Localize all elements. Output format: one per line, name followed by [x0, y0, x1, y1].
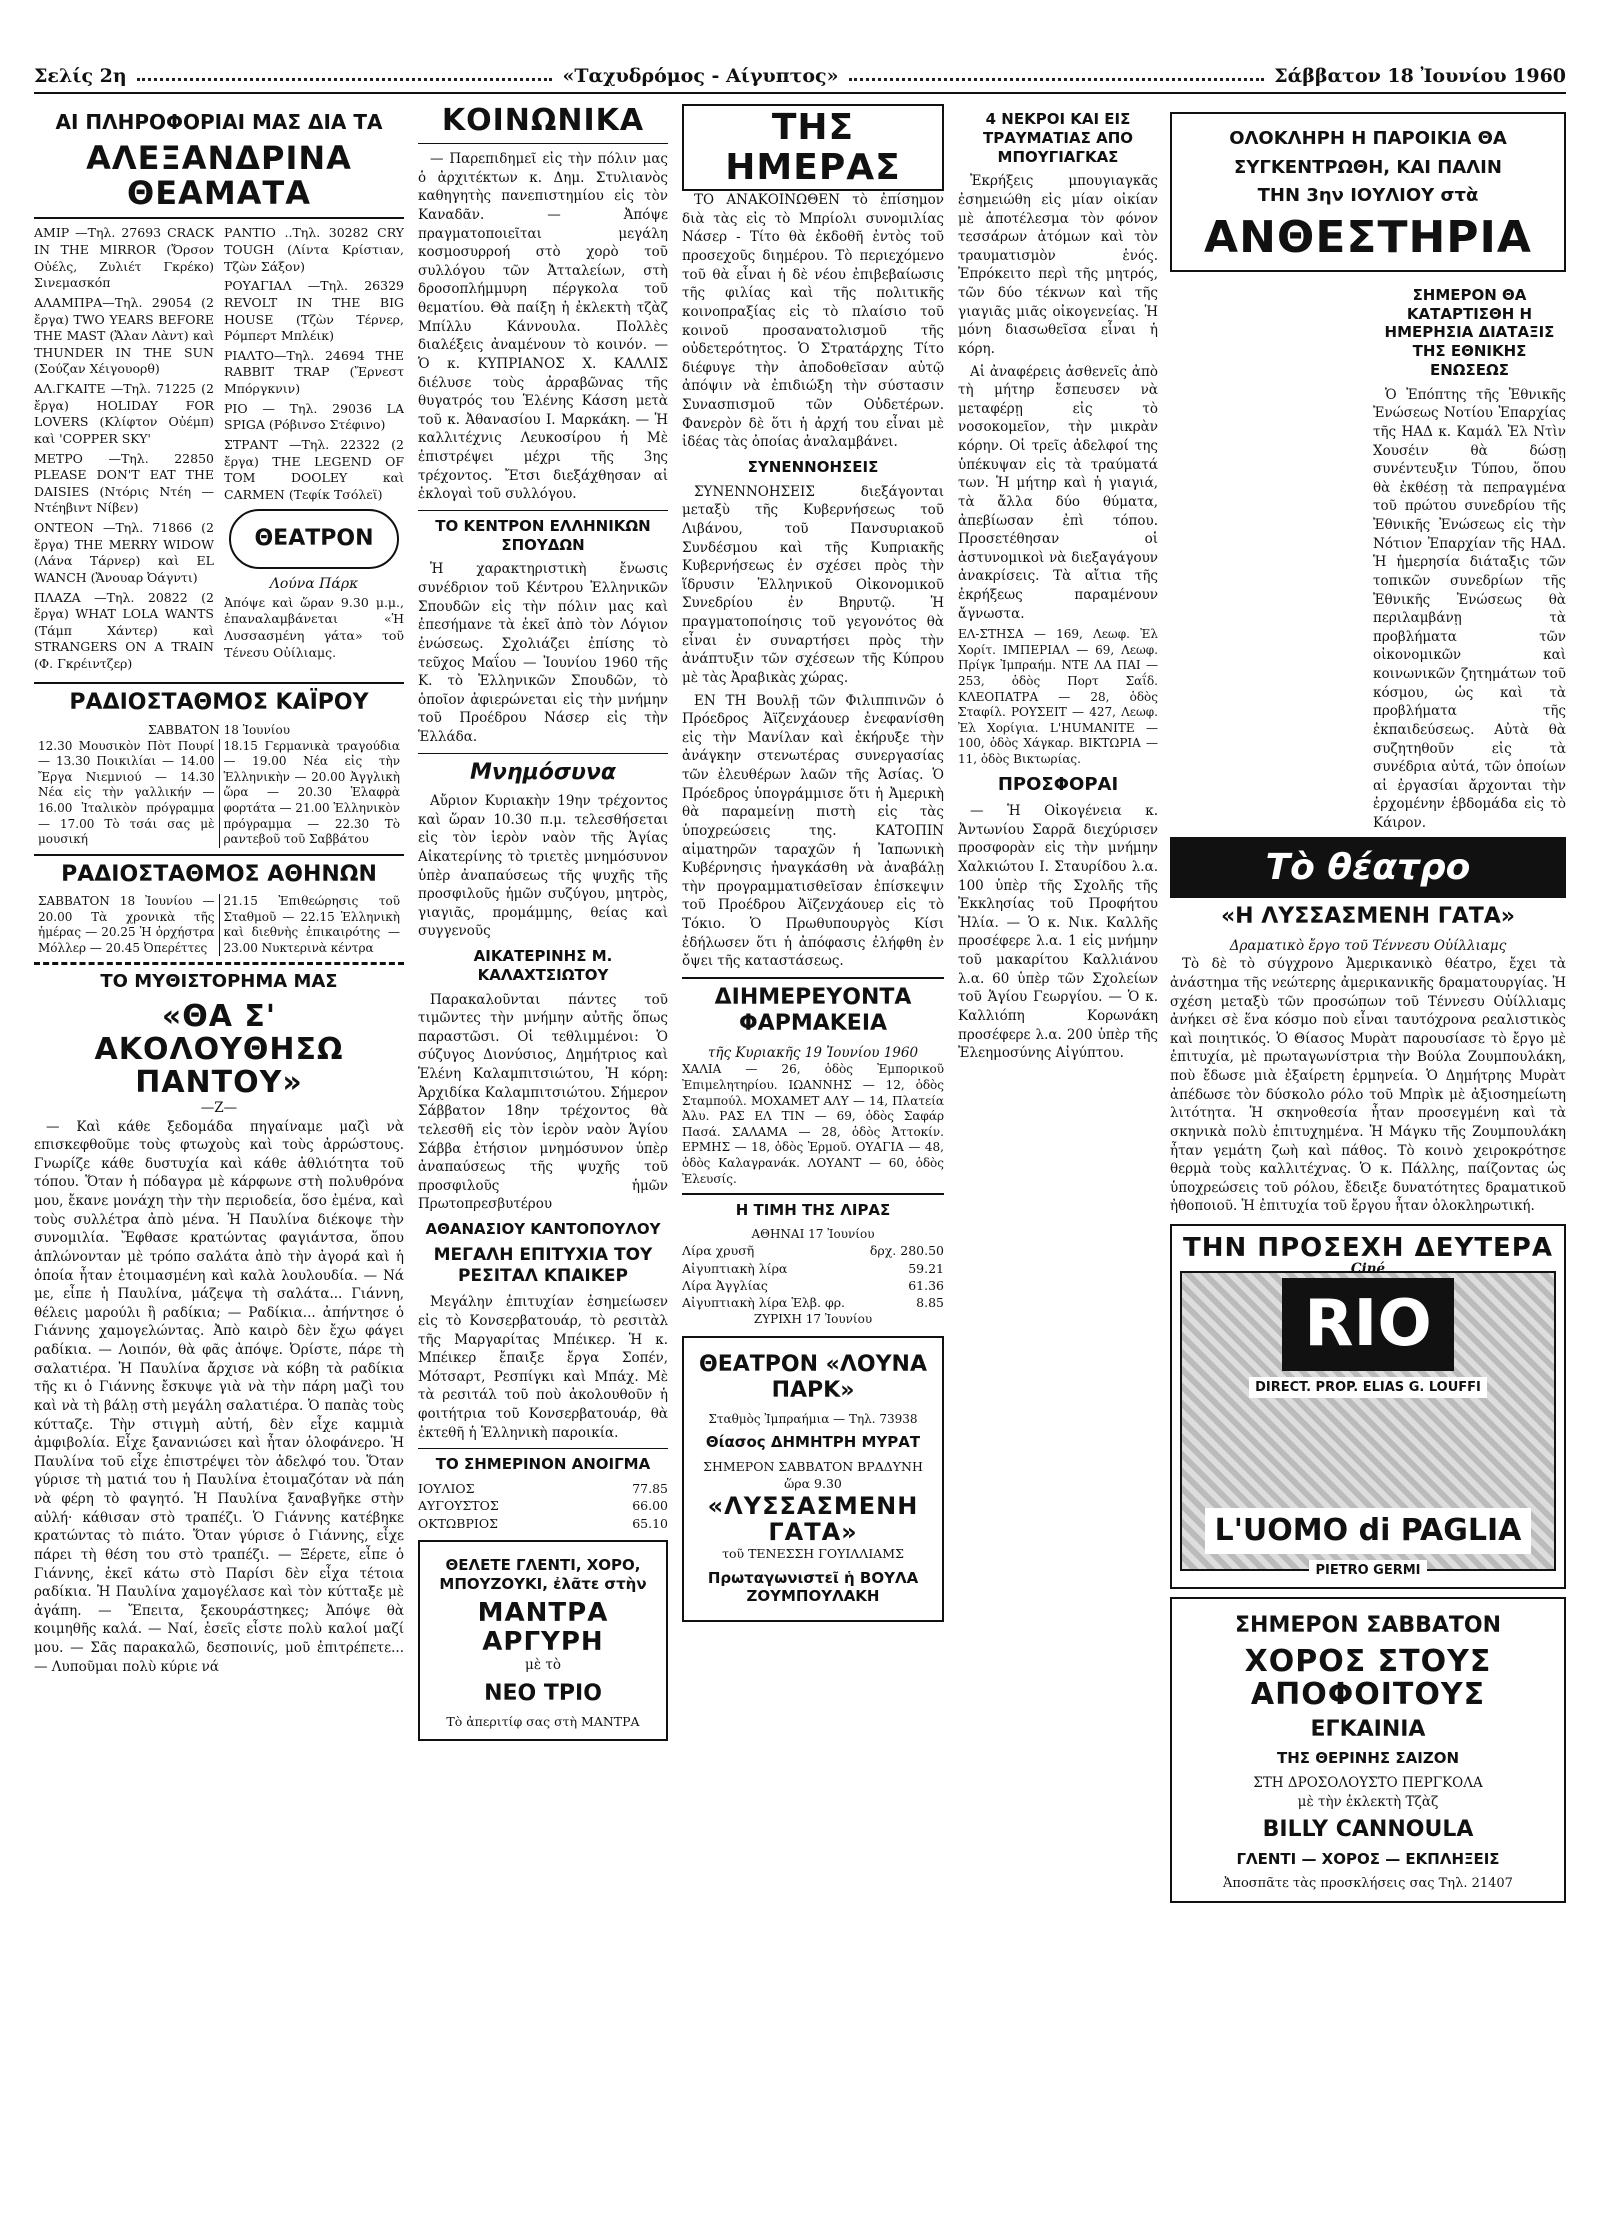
cinema-listing: ΠΛΑΖΑ —Τηλ. 20822 (2 ἔργα) WHAT LOLA WANTS (Τάμπ Χάντερ) καὶ STRANGERS ON A TRAIN (Φ. Γκρέιντζερ) [34, 589, 214, 671]
page-number: Σελίς 2η [34, 65, 127, 87]
accident-title: 4 ΝΕΚΡΟΙ ΚΑΙ ΕΙΣ ΤΡΑΥΜΑΤΙΑΣ ΑΠΟ ΜΠΟΥΓΙΑΓΚΑΣ [982, 110, 1134, 166]
recital-title: ΜΕΓΑΛΗ ΕΠΙΤΥΧΙΑ ΤΟΥ ΡΕΣΙΤΑΛ ΚΠΑΙΚΕΡ [433, 1244, 653, 1287]
exchange-table [418, 1480, 668, 1532]
exchange-row-value: 65.10 [632, 1515, 668, 1531]
day-title: ΤΗΣ ΗΜΕΡΑΣ [682, 104, 944, 191]
theatre-review-title: «Η ΛΥΣΣΑΣΜΕΝΗ ΓΑΤΑ» [1220, 904, 1516, 930]
novel-title: «ΘΑ Σ' ΑΚΟΛΟΥΘΗΣΩ ΠΑΝΤΟΥ» [94, 998, 344, 1100]
film-poster: Ciné RIO DIRECT. PROP. ELIAS G. LOUFFI L'UOMO di PAGLIA PIETRO GERMI [1180, 1271, 1556, 1571]
cinema-listing: ΡΙΑΛΤΟ—Τηλ. 24694 THE RABBIT TRAP (Ἔρνεστ Μπόργκνιν) [224, 347, 404, 396]
pharmacies-list: ΧΑΛΙΑ — 26, ὁδὸς Ἐμπορικοῦ Ἐπιμελητηρίου. ΙΩΑΝΝΗΣ — 12, ὁδὸς Σταμπούλ. ΜΟΧΑΜΕΤ ΑΛΥ — 14, Πλατεία Ἀλυ. ΡΑΣ ΕΛ ΤΙΝ — 69, ὁδὸς Σαφάρ Πασά. ΣΑΛΑΜΑ — 28, ὁδὸς Ἀττοκίν. ΕΡΜΗΣ — 18, ὁδὸς Ἐρμοῦ. ΟΥΑΓΙΑ — 48, ὁδὸς Καλαγρανάκ. ΛΟΥΑΝΤ — 60, ὁδὸς Ἐλευσίς. [682, 1062, 944, 1186]
novel-chapter: —Ζ— [200, 1099, 238, 1116]
exchange-title: ΤΟ ΣΗΜΕΡΙΝΟΝ ΑΝΟΙΓΜΑ [435, 1455, 651, 1474]
cinema-listing: ΜΕΤΡΟ —Τηλ. 22850 PLEASE DON'T EAT THE DAISIES (Ντόρις Ντέη — Ντέηβιντ Νίβεν) [34, 450, 214, 516]
day-body-2: ΣΥΝΕΝΝΟΗΣΕΙΣ διεξάγονται μεταξὺ τῆς Κυβερνήσεως τοῦ Λιβάνου, τοῦ Πανσυριακοῦ Συνδέσμου καὶ τῆς Κυπριακῆς Κυβερνήσεως ἐν σχέσει πρὸς τὴν ἵδρυσιν Ἑλληνικοῦ Οἰκονομικοῦ Συνεδρίου ἐν Βηρυτῷ. Ἡ πραγματοποίησις τοῦ γεγονότος θὰ εἶναι ἐν συναρτήσει πρὸς τὴν ἀνάπτυξιν τῶν σχέσεων τῆς Κύπρου μὲ τὰς Ἀραβικὰς χώρας. [682, 483, 944, 686]
lira-row-label: Λίρα Ἀγγλίας [682, 1277, 768, 1293]
pharmacies-title: ΔΙΗΜΕΡΕΥΟΝΤΑ ΦΑΡΜΑΚΕΙΑ [714, 984, 912, 1037]
issue-date: Σάββατον 18 Ἰουνίου 1960 [1274, 65, 1567, 87]
exchange-row-label: ΑΥΓΟΥΣΤΟΣ [418, 1498, 499, 1514]
lira-date-2: ΖΥΡΙΧΗ 17 Ἰουνίου [753, 1312, 873, 1327]
lira-row [682, 1242, 944, 1259]
theatre-banner: Τὸ θέατρο [1170, 837, 1566, 899]
pharmacies-date: τῆς Κυριακῆς 19 Ἰουνίου 1960 [707, 1044, 919, 1061]
exchange-row-label: ΟΚΤΩΒΡΙΟΣ [418, 1515, 498, 1531]
cinema-listing: ΟΝΤΕΟΝ —Τηλ. 71866 (2 ἔργα) THE MERRY WIDOW (Λάνα Τάρνερ) καὶ EL WANCH (Ἄνουαρ Ὀάγντι) [34, 520, 214, 585]
cinema-listing: ΡΟΥΑΓΙΑΛ —Τηλ. 26329 REVOLT IN THE BIG HOUSE (Τζὼν Τέρνερ, Ρόμπερτ Μπλέικ) [224, 278, 404, 344]
column-right [1170, 104, 1566, 2200]
masthead [34, 60, 1566, 94]
lira-row-value: 59.21 [908, 1260, 944, 1276]
offers-body: — Ἡ Οἰκογένεια κ. Ἀντωνίου Σαρρᾶ διεχύρισεν προσφορὰν εἰς τὴν μνήμην Χαλκιώτου Ι. Σταυρίδου λ.α. 100 ὑπὲρ τῆς Σχολῆς τῆς Ἐκκλησίας τοῦ Προφήτου Ἠλία. — Ὁ κ. Νικ. Καλλῆς προσέφερε λ.α. 1 εἰς μνήμην τοῦ μακαρίτου Καλλιάνου λ.α. 60 ὑπὲρ τῶν Σχολείων τοῦ Ἁγίου Γεωργίου. — Ὁ κ. Καλλιόπη Κορωνάκη προσέφερε λ.α. 200 ὑπὲρ τῆς Ἐλεημοσύνης Αἰγύπτου. [958, 803, 1158, 1062]
anthesteria-ad: ΟΛΟΚΛΗΡΗ Η ΠΑΡΟΙΚΙΑ ΘΑ ΣΥΓΚΕΝΤΡΩΘΗ, ΚΑΙ ΠΑΛΙΝ ΤΗΝ 3ην ΙΟΥΛΙΟΥ στὰ ΑΝΘΕΣΤΗΡΙΑ [1170, 112, 1566, 272]
lira-row-value: 61.36 [908, 1277, 944, 1293]
luna-park-ad: ΘΕΑΤΡΟΝ «ΛΟΥΝΑ ΠΑΡΚ» Σταθμὸς Ἰμπραήμια — Τηλ. 73938 Θίασος ΔΗΜΗΤΡΗ ΜΥΡΑΤ ΣΗΜΕΡΟΝ ΣΑΒΒΑΤΟΝ ΒΡΑΔΥΝΗ ὥρα 9.30 «ΛΥΣΣΑΣΜΕΝΗ ΓΑΤΑ» τοῦ ΤΕΝΕΣΣΗ ΓΟΥΙΛΛΙΑΜΣ Πρωταγωνιστεῖ ἡ ΒΟΥΛΑ ΖΟΥΜΠΟΥΛΑΚΗ [682, 1336, 944, 1622]
lira-row [682, 1277, 944, 1294]
paper-name: «Ταχυδρόμος - Αίγυπτος» [562, 65, 839, 87]
center-studies-title: ΤΟ ΚΕΝΤΡΟΝ ΕΛΛΗΝΙΚΩΝ ΣΠΟΥΔΩΝ [435, 516, 651, 554]
national-union-title: ΣΗΜΕΡΟΝ ΘΑ ΚΑΤΑΡΤΙΣΘΗ Η ΗΜΕΡΗΣΙΑ ΔΙΑΤΑΞΙΣ ΤΗΣ ΕΘΝΙΚΗΣ ΕΝΩΣΕΩΣ [1384, 285, 1555, 379]
entertainment-kicker: ΑΙ ΠΛΗΡΟΦΟΡΙΑΙ ΜΑΣ ΔΙΑ ΤΑ [55, 110, 383, 134]
lira-row-label: Λίρα χρυσῆ [682, 1243, 755, 1259]
social-body-5: Μεγάλην ἐπιτυχίαν ἐσημείωσεν εἰς τὸ Κονσερβατουάρ, τὸ ρεσιτὰλ τῆς Μαργαρίτας Μπέικερ. Ἡ κ. Μπέικερ ἔπαιξε ἔργα Σοπέν, Μότσαρτ, Ρεσπίγκι καὶ Μπάχ. Μὲ τὰ ρεσιτάλ τοῦ ποὺ ἀκολουθοῦν ἡ φοιτήτρια τοῦ Κονσερβατουάρ, θὰ ἐκτεθῆ ἡ Ἑλληνικὴ παροικία. [418, 1294, 668, 1441]
radio-cairo-schedule [34, 739, 404, 848]
social-body-4: Παρακαλοῦνται πάντες τοῦ τιμῶντες τὴν μνήμην αὐτῆς ὅπως παραστῶσι. Οἱ τεθλιμμένοι: Ὁ σύζυγος Διονύσιος, Δημήτριος καὶ Ἑλένη Καλαμπιτσιώτου, Ἡ κόρη: Ἀρχιδίκα Καλαμπιτσιώτου. Σήμερον Σάββατον 18ην τρέχοντος θὰ τελεσθῆ εἰς τὸν ἱερὸν ναὸν Ἁγίου Σάββα ἐτήσιον μνημόσυνον ὑπὲρ ἀναπαύσεως τῆς ψυχῆς τοῦ προσφιλοῦς ἡμῶν Πρωτοπρεσβυτέρου [418, 991, 668, 1213]
day-body-3: ΕΝ ΤΗ Βουλῇ τῶν Φιλιππινῶν ὁ Πρόεδρος Ἀϊζενχάουερ ἐνεφανίσθη εἰς τὴν Μανίλαν καὶ ἐκήρυξε τὴν ἀνάγκην στενωτέρας συνεργασίας τῶν ἐλευθέρων λαῶν τῆς Ἀσίας. Ὁ Πρόεδρος ὑπογράμμισε ὅτι ἡ Ἀμερικὴ θὰ παραμείνῃ πιστὴ εἰς τὰς ὑποχρεώσεις της. ΚΑΤΟΠΙΝ αἱματηρῶν ταραχῶν ἡ Ἰαπωνικὴ Κυβέρνησις ἠναγκάσθη νὰ ἀναβάλῃ τὴν προγραμματισθεῖσαν ἐπίσκεψιν τοῦ Προέδρου Ἀϊζενχάουερ εἰς τὸ Τόκιο. Ὁ Πρωθυπουργὸς Κίσι ἐδήλωσεν ὅτι ἡ ἀπόφασις ἐλήφθη ἐν ὄψει τῆς καταστάσεως. [682, 692, 944, 970]
lira-row-label: Αἰγυπτιακὴ λίρα Ἑλβ. φρ. [682, 1295, 846, 1311]
radio-athens-left: ΣΑΒΒΑΤΟΝ 18 Ἰουνίου — 20.00 Τὰ χρονικὰ τῆς ἡμέρας — 20.25 Ἡ ὀρχήστρα Μόλλερ — 20.45 Ὀπερέττες [34, 894, 220, 956]
radio-athens-right: 21.15 Ἐπιθεώρησις τοῦ Σταθμοῦ — 22.15 Ἑλληνικὴ καὶ διεθνὴς ἐπικαιρότης — 23.00 Νυκτερινὰ κέντρα [223, 894, 400, 955]
social-body-1: — Παρεπιδημεῖ εἰς τὴν πόλιν μας ὁ ἀρχιτέκτων κ. Δημ. Στυλιανὸς καθηγητὴς πανεπιστημίου εἰς τὸν Καναδᾶν. — Ἀπόψε πραγματοποιεῖται μεγάλη κοσμοσυρροή στὸ χορὸ τοῦ συλλόγου τῶν Ἀτταλείων, στὴ δροσοπλήμμυρη πέργκολα τοῦ θεματίου. Θὰ παίξη ἡ ἐκλεκτὴ τζὰζ Μπίλλυ Κάννουλα. Πολλὲς διαλέξεις ἀναμένουν τὸ κοινόν. — Ὁ κ. ΚΥΠΡΙΑΝΟΣ Χ. ΚΑΛΛΙΣ διέλυσε τοὺς ἀρραβῶνας τῆς θυγατρός του Ἑλένης Κάσση μετὰ τοῦ κ. Ἀθανασίου Ι. Μαρκάκη. — Ἡ καλλιτέχνις Λευκοσίρου ἡ Μὲ ἐπιστρέψει μέχρι τῆς 3ης τρέχοντος. Ἔτσι διεξάχθησαν αἱ ἐκλογαὶ τοῦ συλλόγου. [418, 151, 668, 503]
column-theatre [958, 104, 1158, 2200]
pharmacies-list-2: ΕΛ-ΣΤΗΣΑ — 169, Λεωφ. Ἐλ Χορίτ. ΙΜΠΕΡΙΑΛ — 69, Λεωφ. Πρίγκ Ἰμπραήμ. ΝΤΕ ΛΑ ΠΑΙ — 253, ὁδὸς Πορτ Σαΐδ. ΚΛΕΟΠΑΤΡΑ — 28, ὁδὸς Σταφίλ. ΡΟΥΣΕΙΤ — 427, Λεωφ. Ἐλ Χορίγια. L'HUMANITE — 100, ὁδὸς Χάγκαρ. ΒΙΚΤΩΡΙΑ — 11, ὁδὸς Βικτωρίας. [958, 627, 1158, 766]
radio-athens-title: ΡΑΔΙΟΣΤΑΘΜΟΣ ΑΘΗΝΩΝ [61, 861, 377, 887]
cinema-listing: ΑΛ.ΓΚΑΙΤΕ —Τηλ. 71225 (2 ἔργα) HOLIDAY FOR LOVERS (Κλίφτον Οὐέμπ) καὶ 'COPPER SKY' [34, 381, 214, 446]
lira-title: Η ΤΙΜΗ ΤΗΣ ΛΙΡΑΣ [735, 1201, 891, 1220]
social-body-2: Ἡ χαρακτηριστικὴ ἔνωσις συνέδριον τοῦ Κέντρου Ἑλληνικῶν Σπουδῶν εἰς τὴν πόλιν μας καὶ ἐπεσήμανε τὰ ἐκεῖ ἀπὸ τὸν Λόγιον ἐνώσεως. Σχολιάζει ἐπίσης τὸ τεῦχος Μαΐου — Ἰουνίου 1960 τῆς Κ. τὸ Ἑλληνικῶν Σπουδῶν, τὸ ὁποῖον ἀφιερώνεται εἰς τὴν μνήμην τοῦ Προέδρου Νάσερ εἰς τὴν Ἑλλάδα. [418, 561, 668, 745]
cinema-rio-ad: ΤΗΝ ΠΡΟΣΕΧΗ ΔΕΥΤΕΡΑ Ciné RIO DIRECT. PROP. ELIAS G. LOUFFI L'UOMO di PAGLIA PIETRO GERMI [1170, 1224, 1566, 1589]
radio-cairo-title: ΡΑΔΙΟΣΤΑΘΜΟΣ ΚΑΪΡΟΥ [69, 689, 369, 715]
memorial-name-2: ΑΘΑΝΑΣΙΟΥ ΚΑΝΤΟΠΟΥΛΟΥ [425, 1220, 661, 1239]
theatre-review-sub: Δραματικὸ ἔργο τοῦ Τέννεσυ Οὐίλλιαμς [1229, 937, 1507, 954]
lira-row-label: Αἰγυπτιακὴ λίρα [682, 1260, 788, 1276]
accident-body-2: Αἱ ἀναφέρεις ἀσθενεῖς ἀπὸ τὴ μήτηρ ἔσπευσεν νὰ μεταφέρῃ εἰς τὸ νοσοκομεῖον, τὴν μικρὰν κόρην. Οἱ τρεῖς ἀδελφοί της ὑπέκυψαν εἰς τὰ τραύματά των. Ἡ μήτηρ καὶ ἡ γιαγιά, τὰ ἄλλα δύο θύματα, ἀπεβίωσαν ἐπὶ τόπου. Προσετέθησαν οἱ ἀστυνομικοὶ νὰ διεξαγάγουν ἀνακρίσεις. Τὰ αἴτια τῆς ἐκρήξεως παραμένουν ἄγνωστα. [958, 363, 1158, 622]
cinema-listing: ΣΤΡΑΝΤ —Τηλ. 22322 (2 ἔργα) THE LEGEND OF TOM DOOLEY καὶ CARMEN (Τεφίκ Τσόλεϊ) [224, 436, 404, 502]
memorial-name-1: ΑΙΚΑΤΕΡΙΝΗΣ Μ. ΚΑΛΑΧΤΣΙΩΤΟΥ [473, 947, 613, 984]
social-body-3: Αὔριον Κυριακὴν 19ην τρέχοντος καὶ ὥραν 10.30 π.μ. τελεσθήσεται εἰς τὸν ἱερὸν ναὸν τῆς Ἁγίας Αἰκατερίνης τὸ τριετὲς μνημόσυνον ὑπὲρ ἀναπαύσεως τῆς ψυχῆς τῆς προσφιλοῦς ἡμῶν συζύγου, μητρὸς, γιαγιᾶς, προμάμμης, θείας καὶ συγγενοῦς [418, 793, 668, 940]
column-entertainment [34, 104, 404, 2200]
novel-body: — Καὶ κάθε ξεδομάδα πηγαίναμε μαζὶ νὰ επισκεφθοῦμε τοὺς φτωχοὺς καὶ τοὺς ἀρρώστους. Γνωρίζε κάθε δυστυχία καὶ κάθε ἀθλιότητα τοῦ τόπου. Ὅταν ἡ πόδαγρα μὲ κάρφωνε στὴ πολυθρόνα μου, ἔκανε μονάχη τὴν τὴν περιοδεία, ὅσο ἐμένα, καὶ τοὺς συλλέτρα ἀπὸ μένα. Ἡ Παυλίνα διέκοψε τὴν συνομιλία. Ἔφθασε κρατώντας φαγιάντσα, ὅπου ἁπλώνονταν μὲ τρόπο σαλάτα ἀπὸ τὴν ἀγορά καὶ ἡ ὁποία ἦταν ἐτοιμασμένη καὶ καλὰ λουλουδία. — Νά με, εἶπε ἡ Παυλίνα, μάζεψα τὴ σαλάτα... Γιάννη, θέλεις μαρούλι ἢ ραδίκια; — Ραδίκια... ἀπήντησε ὁ Γιάννης χαμογελώντας. Ἀπὸ καιρὸ δὲν ἔχω φάγει ραδίκια. — Λοιπόν, θὰ φᾶς ἀπόψε. Ὀρίστε, πάρε τὴ σαλατιέρα. Ἡ Παυλίνα ἄρχισε νὰ κόβη τὰ ραδίκια τῆς κι ὁ Γιάννης ἔσκυψε γιὰ νὰ τὴν πάρη μαζὶ του καὶ νὰ τὴ βάλῃ στὴ μεγάλη σαλατιέρα. Ὁ παπὰς τοὺς κύτταζε. Τὴν στιγμὴ αὐτή, δὲν εἶχε καμμιὰ ἀμφιβολία. Εἶχε ξανανιώσει καὶ ἦταν ὁλοφάνερο. Ἡ Παυλίνα τοῦ εἶχε ἐπιστρέψει τὸν ἀδελφό του. Ὅταν γύρισε τὴ ματιά του ἡ Παυλίνα ἐτοιμαζόταν νὰ πάη νὰ φέρη τὸ φαγητό. Ἡ Παυλίνα ξαναβγῆκε στὴν αὐλή· κάθισαν στὸ τραπέζι. Ὁ Γιάννης κατέβηκε κρατώντας τὸ πιάτο. Ὅταν γύρισε ὁ Γιάννης, εἶχε πάρει τὴ θέση του στὸ τραπέζι. — Ξέρετε, εἶπε ὁ Γιάννης, ἐκεῖ κάτω στὸ Παρίσι δὲν εἶχα τέτοια ραδίκια. Ἡ Παυλίνα χαμογέλασε καὶ τὸν κύτταξε μὲ ἀγάπη. — Ἔπειτα, ξεκουράστηκες; Ἀπόψε θὰ κοιμηθῆς καλά. — Ναί, ἐσεῖς εἶστε πολὺ καλοί μαζί μου. — Σᾶς παρακαλῶ, δεσποινίς, μοῦ ἐπιτρέπετε... — Λυποῦμαι πολὺ κύριε νά [34, 1118, 404, 1675]
lira-row [682, 1294, 944, 1311]
cinema-listing: ΑΛΑΜΠΡΑ—Τηλ. 29054 (2 ἔργα) TWO YEARS BEFORE THE MAST (Ἄλαν Λὰντ) καὶ THUNDER IN THE SUN (Σούζαν Χέιγουορθ) [34, 294, 214, 377]
exchange-row-label: ΙΟΥΛΙΟΣ [418, 1481, 475, 1497]
social-title: ΚΟΙΝΩΝΙΚΑ [441, 104, 645, 138]
column-day [682, 104, 944, 2200]
theatre-name: Λούνα Πάρκ [269, 576, 359, 593]
exchange-row-value: 77.85 [632, 1481, 668, 1497]
radio-athens-schedule [34, 894, 404, 956]
exchange-row [418, 1480, 668, 1497]
exchange-row [418, 1515, 668, 1532]
radio-cairo-left: 12.30 Μουσικὸν Πὸτ Πουρί — 13.30 Ποικιλίαι — 14.00 Ἔργα Νιεμνιού — 14.30 Νέα εἰς τὴν γαλλικήν — 16.00 Ἰταλικὸν πρόγραμμα — 17.00 Τὸ τσάι σας μὲ μουσική [34, 739, 220, 848]
cinema-listing: ΡΙΟ — Τηλ. 29036 LA SPIGA (Ρόβινσο Στέφινο) [224, 400, 404, 433]
novel-kicker: ΤΟ ΜΥΘΙΣΤΟΡΗΜΑ ΜΑΣ [100, 971, 338, 993]
exchange-row [418, 1497, 668, 1514]
lira-table [682, 1242, 944, 1311]
radio-cairo-right: 18.15 Γερμανικὰ τραγούδια — 19.00 Νέα εἰς τὴν Ἑλληνικὴν — 20.00 Ἀγγλικὴ ὥρα — 20.30 Ἑλαφρὰ φορτάτα — 21.00 Ἑλληνικὸν πρόγραμμα — 22.30 Τὸ ραντεβοῦ τοῦ Σαββάτου [223, 738, 400, 847]
day-body-1: ΤΟ ΑΝΑΚΟΙΝΩΘΕΝ τὸ ἐπίσημον διὰ τὰς εἰς τὸ Μπρίολι συνομιλίας Νάσερ - Τίτο θὰ ἐκδοθῆ ἐντὸς τοῦ προσεχοῦς διημέρου. Τὸ περιεχόμενο τοῦ θὰ εἶναι ἡ δὲ νέου ἐπιβεβαίωσις τῆς φιλίας καὶ τῆς πολιτικῆς κοινοπραξίας εἰς τὸ πλαίσιο τοῦ κοινοῦ προσανατολισμοῦ τῆς οὐδετερότητος. Ὁ Στρατάρχης Τίτο διέφυγε τὴν ἀποδοθεῖσαν αὐτῷ ἀπόψιν νὰ ἐπιδιώξη τὴν σύστασιν Συνασπισμοῦ τῶν Οὐδετέρων. Φανερὸν δὲ ὅτι ἡ ἀρχή του εἶναι μὲ ἰδέας τὰς ὁποίας ἀναλαμβάνει. [682, 192, 944, 451]
lira-row-value: 8.85 [916, 1295, 944, 1311]
cinema-listing: ΑΜΙΡ —Τηλ. 27693 CRACK IN THE MIRROR (Ὄρσον Οὐέλς, Ζυλιέτ Γκρέκο) Σινεμασκόπ [34, 225, 214, 291]
contacts-title: ΣΥΝΕΝΝΟΗΣΕΙΣ [747, 457, 879, 476]
accident-body-1: Ἐκρήξεις μπουγιαγκᾶς ἐσημειώθη εἰς μίαν οἰκίαν μὲ ἀποτέλεσμα τὸν φόνον τεσσάρων ἀτόμων καὶ τὸν τραυματισμὸν ἑνός. Ἐπρόκειτο περὶ τῆς μητρός, τῶν δύο τέκνων καὶ τῆς γιαγιᾶς μιᾶς οἰκογενείας. Ἡ μόνη διασωθεῖσα εἶναι ἡ κόρη. [958, 173, 1158, 357]
theatre-logo: ΘΕΑΤΡΟΝ [229, 509, 399, 569]
cinema-listings [34, 225, 404, 675]
offers-title: ΠΡΟΣΦΟΡΑΙ [997, 773, 1119, 795]
memorials-title: Μνημόσυνα [470, 759, 616, 785]
graduates-dance-ad: ΣΗΜΕΡΟΝ ΣΑΒΒΑΤΟΝ ΧΟΡΟΣ ΣΤΟΥΣ ΑΠΟΦΟΙΤΟΥΣ ΕΓΚΑΙΝΙΑ ΤΗΣ ΘΕΡΙΝΗΣ ΣΑΙΖΟΝ ΣΤΗ ΔΡΟΣΟΛΟΥΣΤΟ ΠΕΡΓΚΟΛΑ μὲ τὴν ἐκλεκτὴ Τζὰζ BILLY CANNOULA ΓΛΕΝΤΙ — ΧΟΡΟΣ — ΕΚΠΛΗΞΕΙΣ Ἀποσπᾶτε τὰς προσκλήσεις σας Τηλ. 21407 [1170, 1597, 1566, 1903]
theatre-note: Ἀπόψε καὶ ὥραν 9.30 μ.μ., ἐπαναλαμβάνεται «Ἡ Λυσσασμένη γάτα» τοῦ Τένεσυ Οὐίλιαμς. [224, 594, 404, 660]
entertainment-title: ΑΛΕΞΑΝΔΡΙΝΑ ΘΕΑΜΑΤΑ [86, 139, 352, 213]
exchange-row-value: 66.00 [632, 1498, 668, 1514]
column-social [418, 104, 668, 2200]
lira-row [682, 1260, 944, 1277]
national-union-body: Ὁ Ἐπόπτης τῆς Ἐθνικῆς Ἐνώσεως Νοτίου Ἐπαρχίας τῆς ΗΑΔ κ. Καμάλ Ἐλ Ντὶν Χουσέιν θὰ δώσῃ συνέντευξιν Τύπου, ὅπου θὰ ἐκθέσῃ τὰ πεπραγμένα τοῦ πρώτου συνεδρίου τῆς Ἐθνικῆς Ἐνώσεως εἰς τὴν Νότιον Ἐπαρχίαν τῆς ΗΑΔ. Ἡ ἡμερησία διάταξις τῶν τοπικῶν συνεδρίων τῆς Ἐθνικῆς Ἐνώσεως θὰ περιλαμβάνῃ τὰ προβλήματα τῶν οἰκονομικῶν καὶ κοινωνικῶν ζητημάτων τοῦ κόσμου, ὡς καὶ τὰ προβλήματα τῆς ἐκπαιδεύσεως. Αὐτὰ θὰ συζητηθοῦν εἰς τὰ συνέδρια αὐτά, τῶν ὁποίων αἱ ἐργασίαι ἄρχονται τὴν ἐρχομένην ἑβδομάδα εἰς τὸ Κάιρον. [1373, 386, 1566, 832]
radio-cairo-day: ΣΑΒΒΑΤΟΝ 18 Ἰουνίου [148, 723, 290, 738]
cinema-listing: ΡΑΝΤΙΟ ..Τηλ. 30282 CRY TOUGH (Λίντα Κρίστιαν, Τζὼν Σάξον) [224, 225, 404, 274]
theatre-review-body: Τὸ δὲ τὸ σύγχρονο Ἀμερικανικὸ θέατρο, ἔχει τὰ ἀνάστημα τῆς νεώτερης ἀμερικανικῆς δραματουργίας. Ἡ σχέση μεταξὺ τῶν προσώπων τοῦ Τέννεσυ Οὐίλλιαμς ἀνήκει σὲ ἕνα κόσμο ποὺ εἶναι ταυτόχρονα ρεαλιστικὸς καὶ ποιητικός. Ὁ Θίασος Μυρὰτ παρουσίασε τὸ ἔργο μὲ ἐπιτυχία, μὲ πρωταγωνίστρια τὴν Βούλα Ζουμπουλάκη, ποὺ ἔδωσε μιὰ ἐξαίρετη ἑρμηνεία. Ὁ Δημήτρης Μυρὰτ ἀπέδωσε τὸν δύσκολο ρόλο τοῦ Μπρὶκ μὲ ἀξιοσημείωτη λιτότητα. Ἡ σκηνοθεσία ἦταν προσεγμένη καὶ τὰ σκηνικὰ πολὺ ἐπιτυχημένα. Ἡ Μάγκυ τῆς Ζουμπουλάκη ἦταν γεμάτη ζωὴ καὶ πάθος. Τὸ κοινὸ χειροκρότησε θερμὰ τοὺς καλλιτέχνας. Ὁ κ. Πάλλης, παίζοντας ὡς ὑποχρεώσεις τοῦ ρόλου, ἔδειξε δυνατότητες δραματικοῦ ἠθοποιοῦ. Ἡ ἐπιτυχία τοῦ ἔργου ἦταν ὁλοκληρωτική. [1170, 956, 1566, 1215]
mantra-ad: ΘΕΛΕΤΕ ΓΛΕΝΤΙ, ΧΟΡΟ, ΜΠΟΥΖΟΥΚΙ, ἐλᾶτε στὴν ΜΑΝΤΡΑ ΑΡΓΥΡΗ μὲ τὸ ΝΕΟ ΤΡΙΟ Τὸ ἀπεριτίφ σας στὴ ΜΑΝΤΡΑ [418, 1540, 668, 1741]
lira-row-value: δρχ. 280.50 [869, 1243, 944, 1259]
lira-date: ΑΘΗΝΑΙ 17 Ἰουνίου [751, 1226, 875, 1241]
